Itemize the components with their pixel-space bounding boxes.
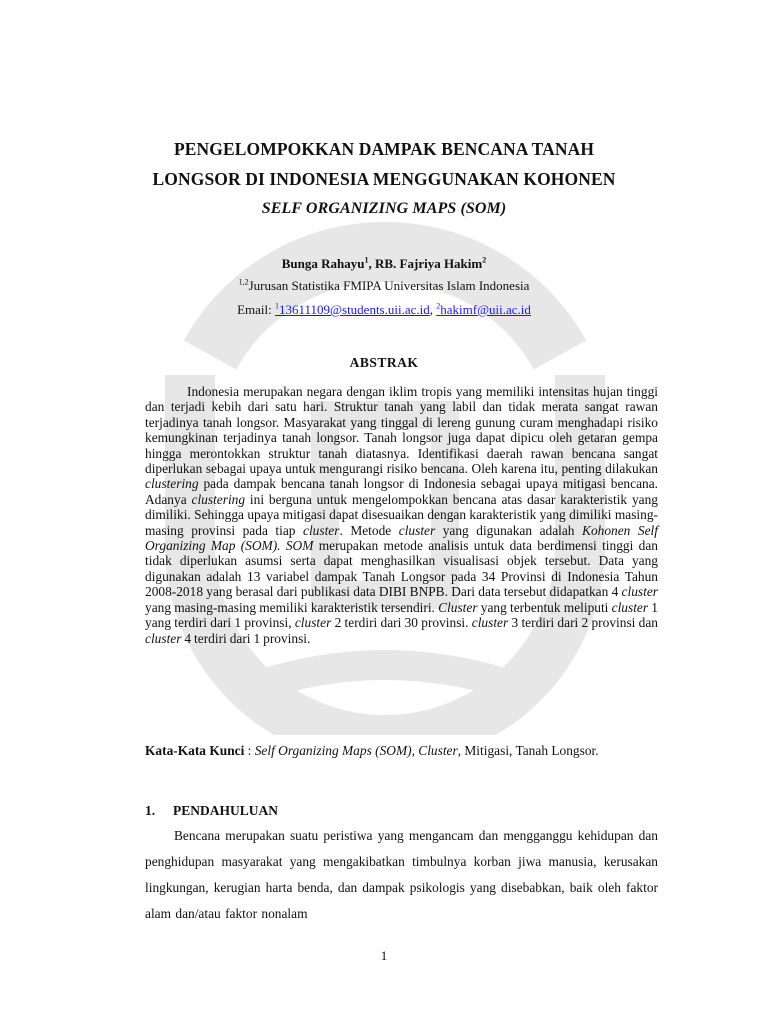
author-1: Bunga Rahayu bbox=[281, 256, 365, 271]
section-body-paragraph: Bencana merupakan suatu peristiwa yang mengancam dan mengganggu kehidupan dan penghidupan masyarakat yang mengakibatkan timbulnya korban jiwa manusia, kerusakan lingkungan, kerugian harta benda, dan dampak psikologis yang disebabkan, baik oleh faktor alam dan/atau faktor nonalam bbox=[145, 828, 658, 921]
author-1-sup: 1 bbox=[364, 255, 369, 265]
abstract-text: ini berguna untuk mengelompokkan bencana atas dasar karakteristik yang dimiliki. Sehingga upaya mitigasi dapat disesuaikan dengan karakteristik yang dimiliki masing-masing provinsi pada tiap bbox=[145, 491, 659, 538]
email-sup-2: 2 bbox=[436, 301, 441, 311]
abstract-italic: clustering bbox=[145, 476, 199, 492]
abstract-text: 4 terdiri dari 1 provinsi. bbox=[181, 630, 311, 646]
keywords-colon: : bbox=[244, 743, 255, 758]
abstract-italic: cluster bbox=[398, 522, 436, 538]
abstract-text: 1 yang terdiri dari 1 provinsi, bbox=[145, 599, 658, 631]
abstract-italic: Cluster bbox=[438, 599, 478, 615]
email-label: Email: bbox=[237, 302, 275, 317]
abstract-text: yang masing-masing memiliki karakteristik tersendiri. bbox=[145, 599, 439, 615]
abstract-text: Indonesia merupakan negara dengan iklim tropis yang memiliki intensitas hujan tinggi dan terjadi kebih dari satu hari. Struktur tanah yang labil dan tidak merata sangat rawan terjadinya tanah longsor. Masyarakat yang tinggal di lereng gunung curam menghadapi risiko kemungkinan terjadinya tanah longsor. Tanah longsor juga dapat dipicu oleh getaran gempa hingga merontokkan struktur tanah diatasnya. Identifikasi daerah rawan bencana sangat diperlukan sebagai upaya untuk mengurangi risiko bencana. Oleh karena itu, penting dilakukan bbox=[145, 384, 658, 477]
keywords-label: Kata-Kata Kunci bbox=[145, 743, 245, 758]
author-line bbox=[0, 256, 768, 272]
email-link-2[interactable] bbox=[436, 302, 531, 317]
abstract-italic: cluster bbox=[145, 630, 182, 646]
email-separator: , bbox=[429, 302, 437, 317]
abstract-text: yang digunakan adalah bbox=[435, 522, 583, 538]
abstract-italic: cluster bbox=[303, 522, 340, 538]
email-link-1[interactable] bbox=[275, 302, 430, 317]
paper-title-line-1: PENGELOMPOKKAN DAMPAK BENCANA TANAH bbox=[173, 139, 595, 159]
email-sup-1: 1 bbox=[275, 301, 279, 311]
abstract-italic: clustering bbox=[191, 491, 246, 507]
paper-title-line-3: SELF ORGANIZING MAPS (SOM) bbox=[261, 200, 507, 217]
affiliation-text: Jurusan Statistika FMIPA Universitas Islam Indonesia bbox=[248, 278, 530, 293]
abstract-italic: cluster bbox=[611, 599, 649, 615]
page-number: 1 bbox=[380, 948, 388, 963]
abstract-text: pada dampak bencana tanah longsor di Indonesia sebagai upaya mitigasi bencana. Adanya bbox=[145, 476, 658, 507]
section-title: PENDAHULUAN bbox=[173, 803, 279, 818]
abstract-text: yang terbentuk meliputi bbox=[477, 599, 612, 615]
email-address-1: 13611109@students.uii.ac.id bbox=[279, 302, 430, 317]
author-2-sup: 2 bbox=[482, 255, 487, 265]
affiliation-sup: 1,2 bbox=[238, 277, 249, 287]
keywords-rest: , Mitigasi, Tanah Longsor. bbox=[457, 743, 599, 758]
abstract-text: 2 terdiri dari 30 provinsi. bbox=[331, 615, 472, 631]
abstract-italic: cluster bbox=[471, 615, 509, 631]
abstract-italic: cluster bbox=[621, 584, 658, 600]
paper-title-line-2: LONGSOR DI INDONESIA MENGGUNAKAN KOHONEN bbox=[152, 169, 616, 189]
email-line bbox=[0, 302, 768, 318]
abstract-text: merupakan metode analisis untuk data berdimensi tinggi dan tidak diperlukan asumsi serta dapat menghasilkan visualisasi objek tersebut. Data yang digunakan adalah 13 variabel dampak Tanah Longsor pada 34 Provinsi di Indonesia Tahun 2008-2018 yang berasal dari publikasi data DIBI BNPB. Dari data tersebut didapatkan 4 bbox=[145, 538, 658, 600]
author-2: RB. Fajriya Hakim bbox=[374, 256, 483, 271]
section-heading bbox=[145, 803, 278, 819]
abstract-heading: ABSTRAK bbox=[349, 355, 419, 370]
author-separator: , bbox=[368, 256, 375, 271]
section-number: 1. bbox=[145, 803, 156, 818]
keywords bbox=[145, 741, 645, 761]
affiliation bbox=[0, 278, 768, 294]
abstract-text: 3 terdiri dari 2 provinsi dan bbox=[508, 615, 658, 631]
email-address-2: hakimf@uii.ac.id bbox=[440, 302, 531, 317]
abstract-text: . Metode bbox=[339, 522, 399, 538]
abstract-paragraph bbox=[145, 384, 658, 646]
abstract-italic: Kohonen Self Organizing Map (SOM). SOM bbox=[145, 522, 658, 554]
abstract-italic: cluster bbox=[294, 615, 332, 631]
keywords-italic: Self Organizing Maps (SOM), Cluster bbox=[254, 743, 458, 758]
